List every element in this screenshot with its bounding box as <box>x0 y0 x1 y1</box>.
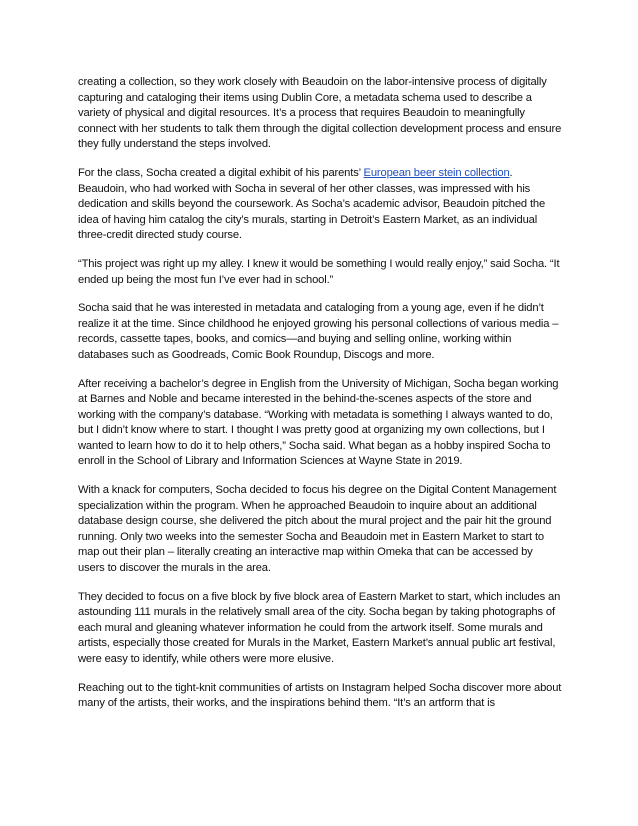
paragraph-6: With a knack for computers, Socha decided to focus his degree on the Digital Content Management specialization within the program. When he approached Beaudoin to inquire about an additional database design course, she delivered the pitch about the mural project and the pair hit the ground running. Only two weeks into the semester Socha and Beaudoin met in Eastern Market to start to map out their plan – literally creating an interactive map within Omeka that can be accessed by users to discover the murals in the area. <box>78 484 557 575</box>
paragraph-8: Reaching out to the tight-knit communities of artists on Instagram helped Socha discover more about many of the artists, their works, and the inspirations behind them. “It’s an artform that is <box>78 681 562 710</box>
paragraph-4: Socha said that he was interested in metadata and cataloging from a young age, even if he didn’t realize it at the time. Since childhood he enjoyed growing his personal collections of various media – records, cassette tapes, books, and comics—and buying and selling online, working within databases such as Goodreads, Comic Book Roundup, Discogs and more. <box>78 302 559 361</box>
paragraph-7: They decided to focus on a five block by five block area of Eastern Market to start, which includes an astounding 111 murals in the relatively small area of the city. Socha began by taking photographs of each mural and gleaning whatever information he could from the artwork itself. Some murals and artists, especially those created for Murals in the Market, Eastern Market’s annual public art festival, were easy to identify, while others were more elusive. <box>78 590 561 665</box>
paragraph-3: “This project was right up my alley. I knew it would be something I would really enjoy,” said Socha. “It ended up being the most fun I’ve ever had in school.” <box>78 257 560 286</box>
paragraph-5: After receiving a bachelor’s degree in English from the University of Michigan, Socha began working at Barnes and Noble and became interested in the behind-the-scenes aspects of the store and working with the company’s database. “Working with metadata is something I always wanted to do, but I didn’t know where to start. I thought I was pretty good at organizing my own collections, but I wanted to learn how to do it to help others,” Socha said. What began as a hobby inspired Socha to enroll in the School of Library and Information Sciences at Wayne State in 2019. <box>78 377 559 468</box>
paragraph-1: creating a collection, so they work closely with Beaudoin on the labor-intensive process of digitally capturing and cataloging their items using Dublin Core, a metadata schema used to describe a variety of physical and digital resources. It’s a process that requires Beaudoin to meaningfully connect with her students to talk them through the digital collection development process and ensure they fully understand the steps involved. <box>78 76 562 151</box>
beer-stein-collection-link[interactable]: European beer stein collection <box>363 166 510 179</box>
paragraph-2-text-before: For the class, Socha created a digital exhibit of his parents’ <box>78 166 364 179</box>
document-page <box>78 75 562 725</box>
paragraph-2-text-after: . Beaudoin, who had worked with Socha in several of her other classes, was impressed with his dedication and skills beyond the coursework. As Socha’s academic advisor, Beaudoin pitched the idea of having him catalog the city’s murals, starting in Detroit’s Eastern Market, as an individual three-credit directed study course. <box>78 166 546 242</box>
paragraph-2 <box>78 166 562 244</box>
